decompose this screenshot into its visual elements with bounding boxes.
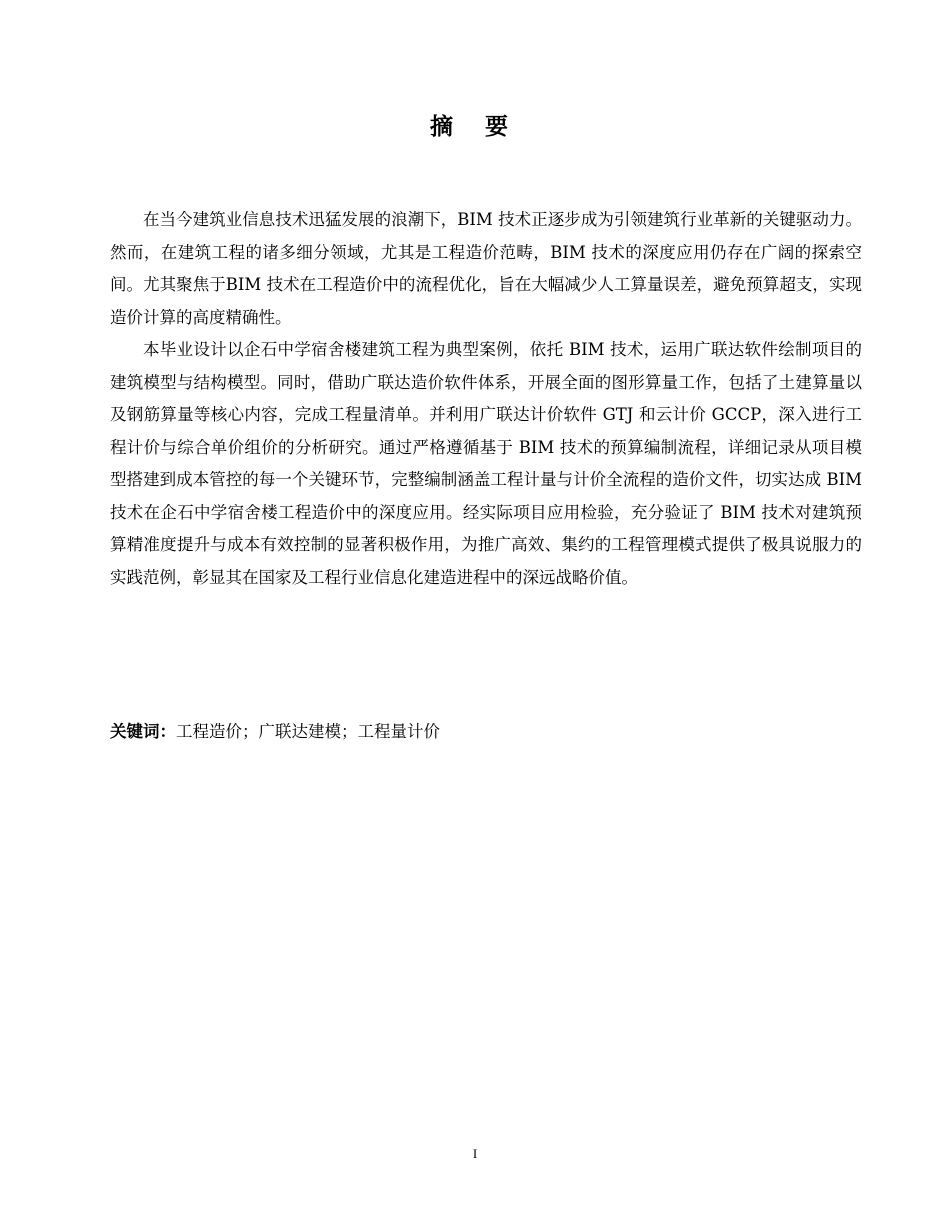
abstract-body [110,204,862,594]
page-number: I [472,1146,478,1161]
keywords-value: 工程造价；广联达建模；工程量计价 [176,722,440,741]
abstract-title: 摘 要 [429,113,520,140]
abstract-paragraph-1: 在当今建筑业信息技术迅猛发展的浪潮下，BIM 技术正逐步成为引领建筑行业革新的关键驱动力。然而，在建筑工程的诸多细分领域，尤其是工程造价范畴，BIM 技术的深度应用仍存在广阔的探索空间。尤其聚焦于BIM 技术在工程造价中的流程优化，旨在大幅减少人工算量误差，避免预算超支，实现造价计算的高度精确性。 [110,210,862,327]
keywords-line [110,718,862,746]
abstract-paragraph-2: 本毕业设计以企石中学宿舍楼建筑工程为典型案例，依托 BIM 技术，运用广联达软件绘制项目的建筑模型与结构模型。同时，借助广联达造价软件体系，开展全面的图形算量工作，包括了土建算量以及钢筋算量等核心内容，完成工程量清单。并利用广联达计价软件 GTJ 和云计价 GCCP，深入进行工程计价与综合单价组价的分析研究。通过严格遵循基于 BIM 技术的预算编制流程，详细记录从项目模型搭建到成本管控的每一个关键环节，完整编制涵盖工程计量与计价全流程的造价文件，切实达成 BIM 技术在企石中学宿舍楼工程造价中的深度应用。经实际项目应用检验，充分验证了 BIM 技术对建筑预算精准度提升与成本有效控制的显著积极作用，为推广高效、集约的工程管理模式提供了极具说服力的实践范例，彰显其在国家及工程行业信息化建造进程中的深远战略价值。 [110,340,862,587]
keywords-label: 关键词： [110,722,176,741]
